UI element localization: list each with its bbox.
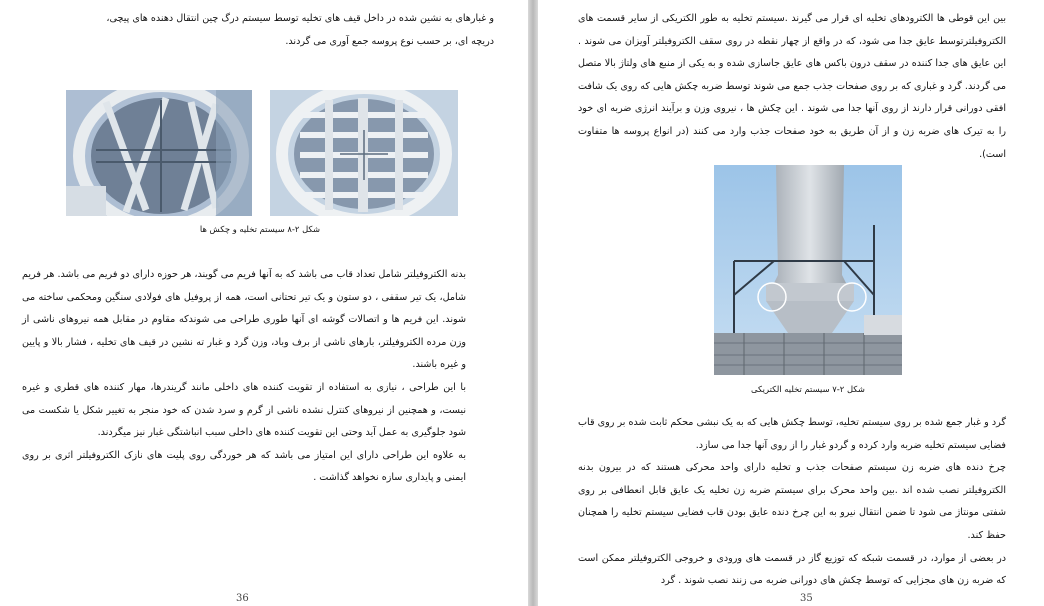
page-number-right: 35 <box>800 593 813 604</box>
page-number-left: 36 <box>236 593 249 604</box>
left-body-paragraph-1: بدنه الکتروفیلتر شامل تعداد قاب می باشد که به آنها فریم می گویند، هر حوزه دارای دو فریم می باشد. هر فریم شامل، یک تیر سقفی ، دو ستون و یک تیر تحتانی است، همه از پروفیل های فولادی سنگین ومحکمی ساخته می شوند. این فریم ها و اتصالات گوشه ای آنها طوری طراحی می شوندکه مقاوم در مقابل همه نیروهای ناشی از وزن مرده الکتروفیلتر، بارهای ناشی از برف وباد، وزن گرد و غبار ته نشین در قیف های تخلیه ، فشار بالا و پایین و غیره باشند. <box>22 269 466 371</box>
right-body-text <box>578 412 1006 593</box>
page-gutter <box>528 0 538 606</box>
right-top-paragraph: بین این قوطی ها الکترودهای تخلیه ای قرار می گیرند .سیستم تخلیه به طور الکتریکی از سایر قسمت های الکتروفیلترتوسط عایق جدا می شود، که در واقع از چهار نقطه در روی سقف الکتروفیلتر آویزان می شوند . این عایق های جدا کننده در سقف درون باکس های عایق جاسازی شده و به یکی از منبع های ولتاژ بالا متصل می گردند. گرد و غباری که بر روی صفحات جذب جمع می شوند توسط ضربه چکش هایی که روی یک شافت افقی دورانی قرار دارند از روی آنها جدا می شوند . این چکش ها ، نیروی وزن و برآیند انرژی ضربه ای خود را به تیرک های ضربه زن و از آن طریق به خود صفحات جذب وارد می کنند (در انواع پروسه ها متفاوت است). <box>578 13 1006 160</box>
figure-2-8-photo-right <box>270 90 458 216</box>
figure-2-8-caption: شکل ۲-۸ سیستم تخلیه و چکش ها <box>199 224 321 234</box>
figure-2-8-photo-left <box>66 90 252 216</box>
left-top-line-1: و غبارهای به نشین شده در داخل قیف های تخلیه توسط سیستم درگ چین انتقال دهنده های پیچی، <box>106 13 494 24</box>
right-body-paragraph-1: گرد و غبار جمع شده بر روی سیستم تخلیه، توسط چکش هایی که به یک نبشی محکم ثابت شده بر روی قاب فضایی سیستم تخلیه ضربه وارد کرده و گردو غبار را از روی آنها جدا می سازد. <box>578 417 1006 451</box>
left-body-paragraph-2: با این طراحی ، نیازی به استفاده از تقویت کننده های داخلی مانند گریندرها، مهار کننده های قطری و غیره نیست، و همچنین از نیروهای کنترل نشده ناشی از گرم و سرد شدن که خود منجر به تغییر شکل یا شکست می شود جلوگیری به عمل آید وحتی این تقویت کننده های داخلی سبب انباشتگی غبار نیز میگردند. <box>22 381 466 439</box>
figure-2-7-caption: شکل ۲-۷ سیستم تخلیه الکتریکی <box>751 384 865 394</box>
left-top-line-2: دریچه ای، بر حسب نوع پروسه جمع آوری می گردند. <box>285 35 494 47</box>
right-top-text <box>578 8 1006 166</box>
left-top-text <box>22 8 494 53</box>
right-body-paragraph-2: چرخ دنده های ضربه زن سیستم صفحات جذب و تخلیه دارای واحد محرکی هستند که در بیرون بدنه الکتروفیلتر نصب شده اند .بین واحد محرک برای سیستم ضربه زن تخلیه یک عایق قابل انعطافی بر روی شفتی مونتاژ می شود تا ضمن انتقال نیرو به این چرخ دنده عایق بودن قاب فضایی سیستم تخلیه را همچنان حفظ کند. <box>578 462 1006 541</box>
right-body-paragraph-3: در بعضی از موارد، در قسمت شبکه که توزیع گاز در قسمت های ورودی و خروجی الکتروفیلتر ممکن است که ضربه زن های مجزایی که توسط چکش های دورانی ضربه می زنند نصب شوند . گرد <box>578 552 1006 587</box>
page-right <box>538 0 1044 606</box>
left-body-text <box>22 264 466 490</box>
left-body-paragraph-3: به علاوه این طراحی دارای این امتیاز می باشد که هر خوردگی روی پلیت های نازک الکتروفیلتر اثری بر روی ایمنی و پایداری سازه نخواهد گذاشت . <box>22 449 466 484</box>
figure-2-7-photo <box>714 165 902 375</box>
